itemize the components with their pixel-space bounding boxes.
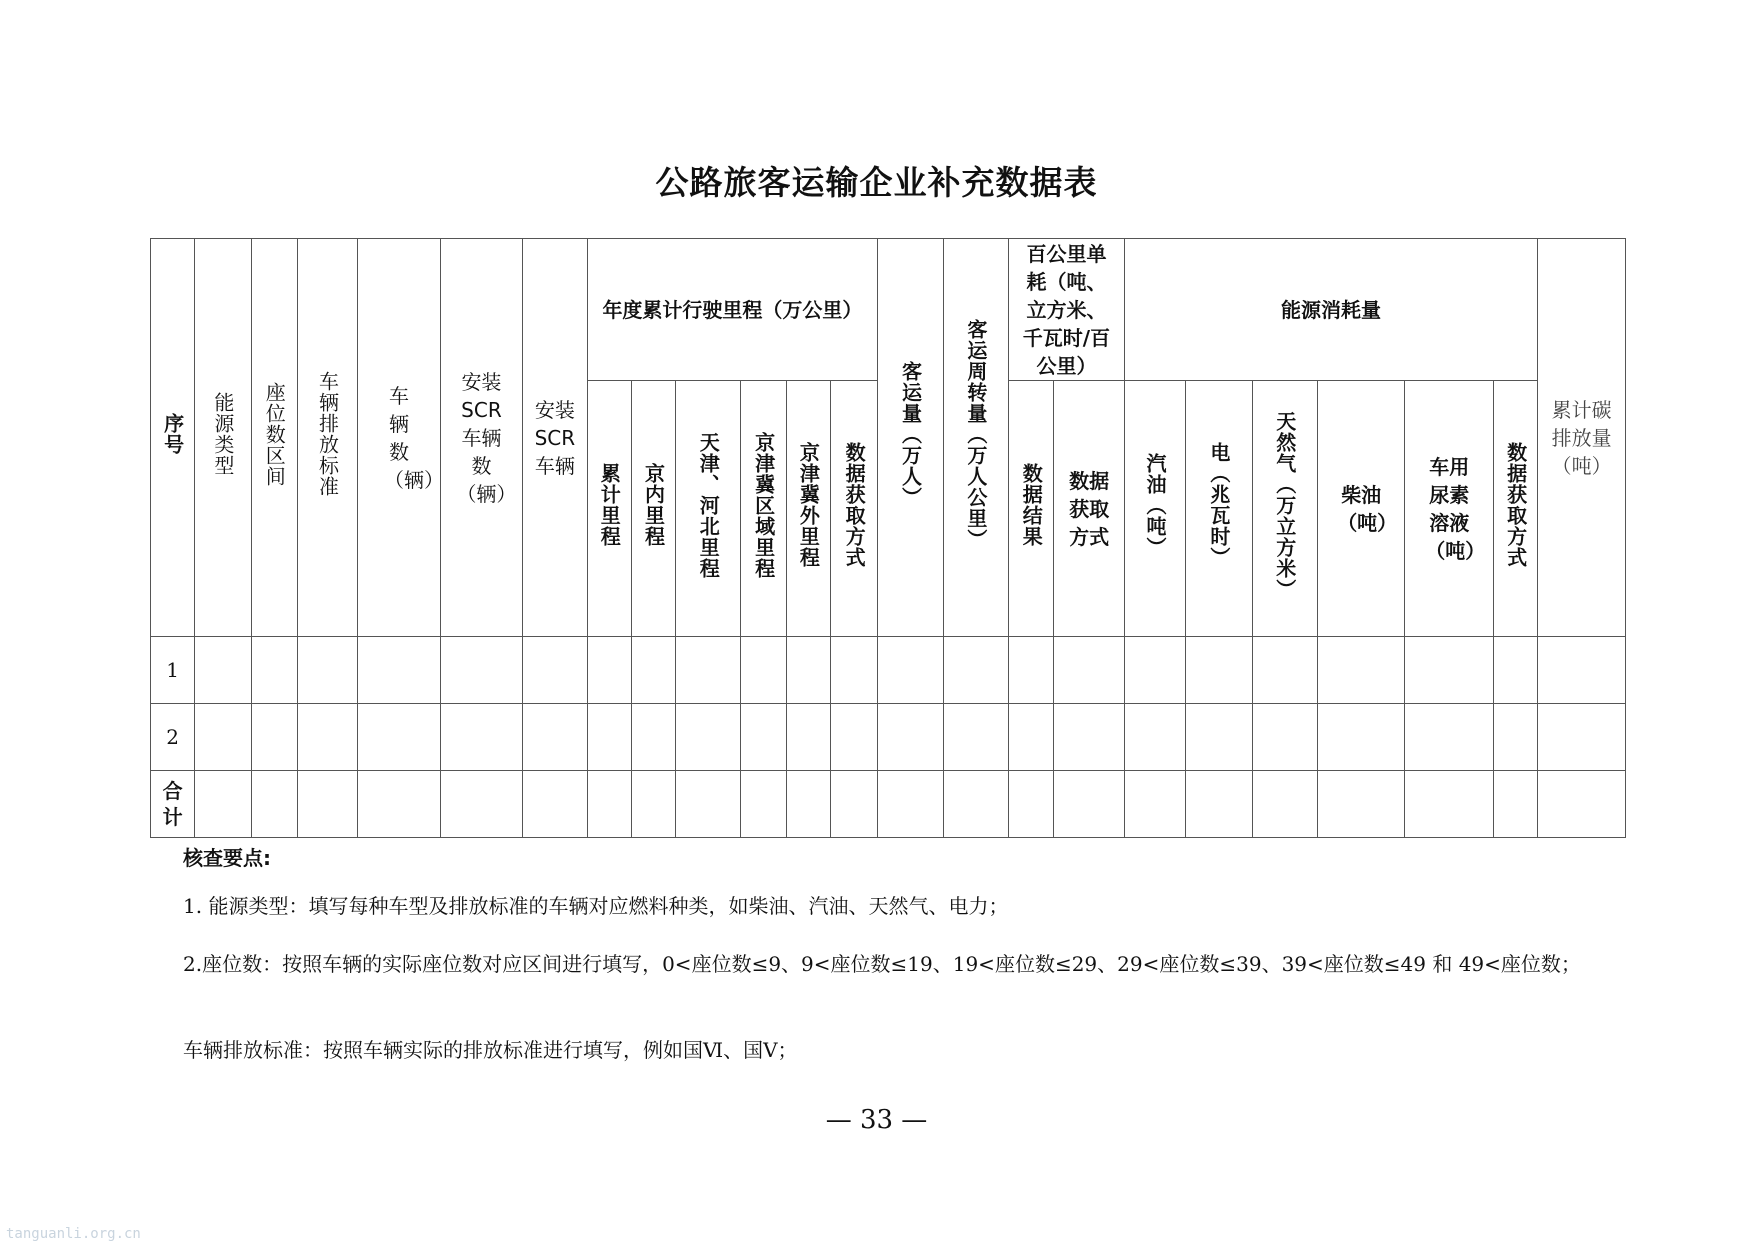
- header-urea: 车用尿素溶液（吨）: [1405, 381, 1494, 637]
- row-label: 2: [151, 704, 195, 771]
- header-mileage-beijing: 京内里程: [631, 381, 675, 637]
- header-emission-standard: 车辆排放标准: [297, 239, 357, 637]
- header-consumption-method: 数据获取方式: [1054, 381, 1124, 637]
- header-seq: 序号: [151, 239, 195, 637]
- notes-heading: 核查要点:: [183, 846, 271, 870]
- note-item: 1. 能源类型：填写每种车型及排放标准的车辆对应燃料种类，如柴油、汽油、天然气、电力；: [183, 894, 1009, 918]
- header-seat-range: 座位数区间: [251, 239, 297, 637]
- table-row: [151, 637, 1626, 704]
- table-row-total: [151, 771, 1626, 838]
- row-label-total: 合计: [151, 771, 195, 838]
- header-mileage-tianjin-hebei: 天津、河北里程: [676, 381, 741, 637]
- header-passenger-turnover: 客运周转量（万人公里）: [943, 239, 1008, 637]
- header-mileage-method: 数据获取方式: [831, 381, 878, 637]
- header-energy-type: 能源类型: [195, 239, 251, 637]
- header-mileage-jjj-region: 京津冀区域里程: [741, 381, 786, 637]
- note-item: 2.座位数：按照车辆的实际座位数对应区间进行填写，0<座位数≤9、9<座位数≤19、19<座位数≤29、29<座位数≤39、39<座位数≤49 和 49<座位数；: [183, 952, 1581, 976]
- header-energy-group: 能源消耗量: [1124, 239, 1537, 381]
- header-energy-method: 数据获取方式: [1493, 381, 1537, 637]
- header-mileage-outside-jjj: 京津冀外里程: [786, 381, 830, 637]
- header-passenger-volume: 客运量（万人）: [878, 239, 943, 637]
- note-item: 车辆排放标准：按照车辆实际的排放标准进行填写，例如国Ⅵ、国Ⅴ；: [183, 1038, 798, 1062]
- header-gasoline: 汽油（吨）: [1124, 381, 1185, 637]
- watermark: tanguanli.org.cn: [6, 1226, 141, 1242]
- header-scr-vehicle: 安装SCR车辆: [523, 239, 587, 637]
- page-number: — 33 —: [825, 1105, 928, 1135]
- header-diesel: 柴油（吨）: [1317, 381, 1405, 637]
- header-vehicle-count: 车辆数（辆）: [358, 239, 440, 637]
- header-natural-gas: 天然气（万立方米）: [1252, 381, 1317, 637]
- header-scr-count: 安装SCR车辆数（辆）: [440, 239, 522, 637]
- header-consumption-group: 百公里单耗（吨、立方米、千瓦时/百公里）: [1009, 239, 1125, 381]
- table-row: [151, 704, 1626, 771]
- page-title: 公路旅客运输企业补充数据表: [655, 163, 1098, 202]
- row-label: 1: [151, 637, 195, 704]
- supplementary-data-table: [150, 238, 1626, 838]
- header-carbon-emission: 累计碳排放量（吨）: [1538, 239, 1626, 637]
- header-mileage-group: 年度累计行驶里程（万公里）: [587, 239, 878, 381]
- header-electricity: 电（兆瓦时）: [1186, 381, 1252, 637]
- header-mileage-total: 累计里程: [587, 381, 631, 637]
- header-consumption-result: 数据结果: [1009, 381, 1054, 637]
